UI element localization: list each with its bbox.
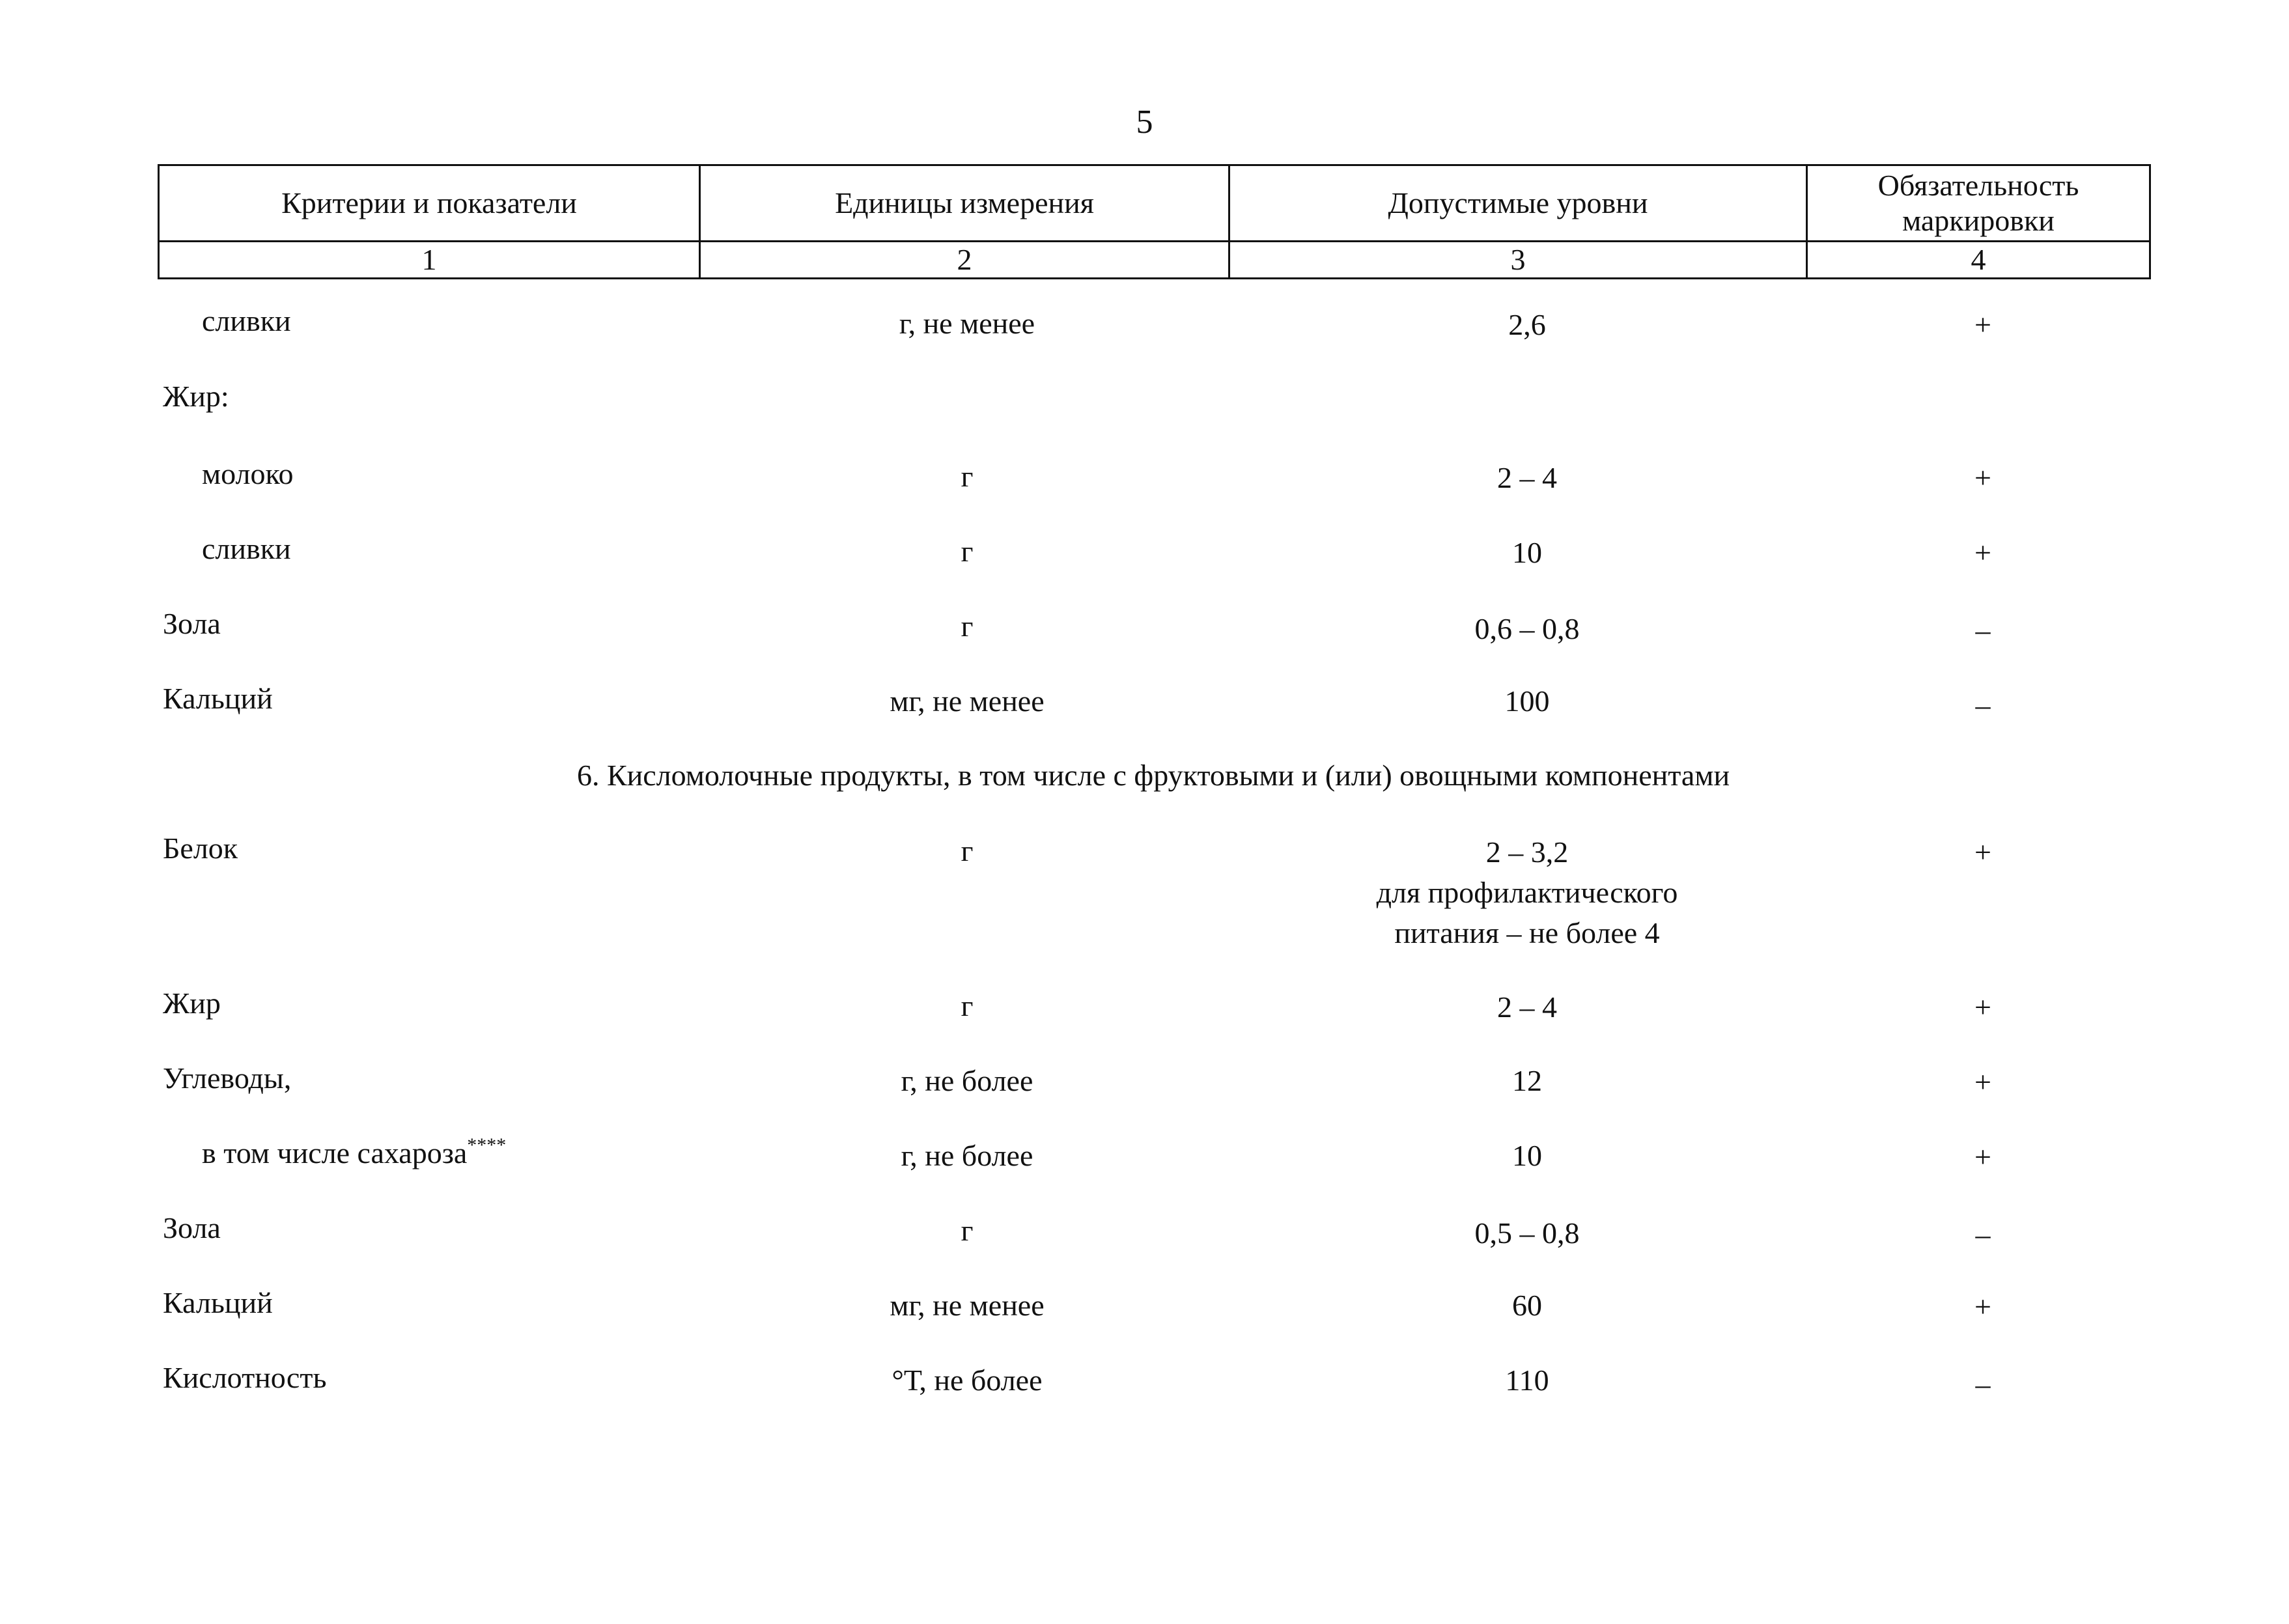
criterion-cell: Жир [163,987,221,1020]
level-cell: 110 [1505,1364,1549,1397]
page-number: 5 [1136,104,1153,141]
criterion-cell: Кислотность [163,1361,327,1394]
level-cell [1237,832,1817,953]
marking-cell: + [1974,536,1991,569]
level-cell: 0,6 – 0,8 [1474,612,1580,645]
column-header-units: Единицы измерения [700,165,1229,242]
criterion-cell: Кальций [163,1286,273,1319]
criterion-cell: молоко [202,457,294,490]
criterion-cell: Углеводы, [163,1061,292,1095]
unit-cell: г, не более [901,1139,1033,1172]
criterion-cell: Белок [163,832,238,865]
level-cell: 0,5 – 0,8 [1474,1216,1580,1250]
criterion-cell: Зола [163,1211,221,1244]
footnote-marker: **** [467,1134,507,1156]
column-number-2: 2 [700,242,1229,279]
unit-cell: °Т, не более [892,1364,1043,1397]
marking-cell: + [1974,1065,1991,1099]
column-number-4: 4 [1807,242,2150,279]
criterion-cell [202,1133,506,1173]
column-header-levels: Допустимые уровни [1229,165,1807,242]
level-line: питания – не более 4 [1394,916,1660,949]
unit-cell: мг, не менее [890,684,1045,718]
unit-cell: г, не более [901,1064,1033,1097]
marking-cell: – [1975,1367,1991,1401]
level-cell: 2 – 4 [1497,461,1557,494]
criterion-text: в том числе сахароза [202,1136,468,1169]
marking-cell: + [1974,1290,1991,1323]
criterion-cell: Жир: [163,380,229,413]
level-line: для профилактического [1376,876,1678,909]
section-title: 6. Кисломолочные продукты, в том числе с фруктовыми и (или) овощными компонентами [576,759,1730,792]
level-cell: 10 [1512,1139,1542,1172]
criterion-cell: сливки [202,304,291,337]
marking-cell: + [1974,461,1991,494]
marking-cell: – [1975,688,1991,721]
column-header-criteria: Критерии и показатели [159,165,700,242]
marking-cell: + [1974,835,1991,869]
level-cell: 2,6 [1508,308,1546,341]
unit-cell: г [961,535,974,568]
level-cell: 10 [1512,536,1542,569]
level-cell: 60 [1512,1289,1542,1322]
unit-cell: г [961,989,974,1022]
marking-cell: – [1975,613,1991,647]
unit-cell: мг, не менее [890,1289,1045,1322]
level-line: 2 – 3,2 [1485,835,1569,869]
unit-cell: г [961,609,974,643]
criterion-cell: сливки [202,532,291,565]
unit-cell: г [961,460,974,493]
table-header [158,164,2151,279]
level-cell: 2 – 4 [1497,990,1557,1024]
unit-cell: г, не менее [899,307,1035,340]
marking-cell: – [1975,1218,1991,1251]
unit-cell: г [961,1214,974,1247]
marking-cell: + [1974,990,1991,1024]
marking-cell: + [1974,1140,1991,1173]
criterion-cell: Кальций [163,682,273,715]
column-header-marking: Обязательность маркировки [1807,165,2150,242]
level-cell: 100 [1504,684,1550,718]
column-number-3: 3 [1229,242,1807,279]
marking-cell: + [1974,308,1991,341]
level-cell: 12 [1512,1064,1542,1097]
criterion-cell: Зола [163,607,221,640]
unit-cell: г [961,834,974,867]
column-number-1: 1 [159,242,700,279]
